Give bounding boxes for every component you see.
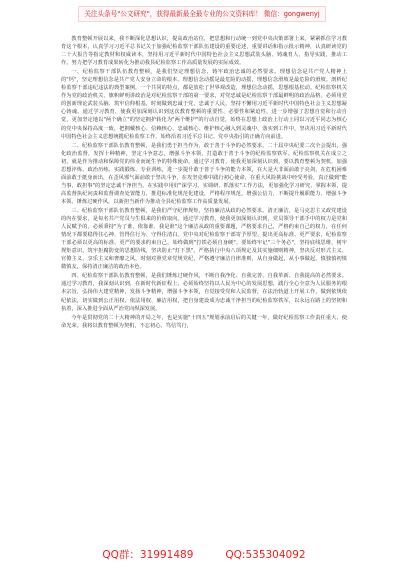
qq-private-text: QQ:535304092: [225, 549, 306, 561]
paragraph-closing: 今年是贯彻党的二十大精神的开局之年，也是实施"十四五"规划承前启后的关键一年，做好纪检监察工作责任重大、使命光荣。我将以教育整顿为契机，不忘初心、笃信笃行，: [61, 314, 347, 329]
document-body: [61, 35, 347, 540]
paragraph-section-1: 一、纪检监察干部队伍教育整顿，是我们坚定理想信念，铸牢政治忠诚的必然要求。理想信念是共产党人精神上的"钙"，坚定理想信念是共产党人安身立命的根本。理想信念动摇是最危险的动摇，理想信念滑坡是最危险的滑坡。剖析纪检监察干部违纪违法的典型案例，一个共同的特点，都是放松了世界观改造，理想信念动摇，思想根基松动。纪检监察机关作为党的政治机关，旗帜鲜明讲政治是对纪检监察干部的第一要求，对党忠诚是纪检监察干部最鲜明的政治品格。必须用党的创新理论武装头脑、筑牢信仰根基，时刻做到忠诚于党、忠诚于人民，坚持不懈用习近平新时代中国特色社会主义思想凝心铸魂。通过学习教育，使我更加深刻认识到这次教育整顿的重要性、必要性和紧迫性，进一步增强了思想自觉和行动自觉，更加坚定地以"两个确立"的坚定拥护转化为"两个维护"的行动自觉，始终在思想上政治上行动上同以习近平同志为核心的党中央保持高度一致，把拥戴核心、信赖核心、忠诚核心、维护核心融入到灵魂中、落实到工作中，坚决用习近平新时代中国特色社会主义思想统揽纪检监察工作，始终沿着习近平总书记、党中央指引的正确方向前进。: [61, 69, 347, 140]
paragraph-intro: 教育整顿开展以来，我不断深化思想认识，提高政治站位，把思想和行动统一到党中央决策部署上来，紧紧抓住学习教育这个根本，认真学习习近平总书记关于加强纪检监察干部队伍建设的重要论述，重要讲话和指示批示精神，认真研读党的二十大报告等指定教材和权威读本，坚持用习近平新时代中国特色社会主义思想武装头脑、铸魂育人、指导实践，推动工作。努力把学习教育成果转化为推动我县纪检监察工作高质量发展的实际成效。: [61, 36, 347, 67]
paragraph-section-4: 四、纪检监察干部队伍教育整顿，是我们锤炼过硬作风，不断自我净化、自我完善、自我革新、自我提高的必然要求。通过学习教育，我深刻认识到，在新时代新征程上，必须始终坚持以人民为中心的发展思想，践行全心全意为人民服务的根本宗旨，弘扬伟大建党精神，发扬斗争精神，增强斗争本领，自觉接受党和人民监督，在法治轨道上开展工作，做到依规依纪依法，切实做到公正用权、依法用权、廉洁用权，把自身建设成为忠诚干净担当的纪检监察铁军，以永远在路上的坚韧和执着，深入推进全面从严治党向纵深发展。: [61, 273, 347, 312]
paragraph-section-2: 二、纪检监察干部队伍教育整顿，是我们勇于担当作为，敢于善于斗争的必然要求。二十届中央纪委二次全会提出，强化政治监督，发挥十种精神，坚定斗争意志，增强斗争本领，打造敢于善于斗争的纪检监察铁军。纪检监察机关在成立之初，就是作为推动和保障党的伟业而诞生争的特殊使命。通过学习教育，使我更加深刻认识到，要以教育整顿为契机，加强思想淬炼、政治历练、实践锻炼、专业训练，进一步提升敢于善于斗争的能力本领，在大是大非面前敢于亮剑，在危机困难面前敢于挺身而出，在歪风邪气面前敢于坚决斗争，在攻坚克难中践行初心使命，在重大风险挑战中经受考验，真正做到"能当事，敢担事"的坚定忠诚干净担当。在实践中用好"深学习、实调研、抓落实"工作方法，更加强化学习研究、掌握本领，提高监督执纪问责和监督调查处置能力，推进标准化规范化建设，严格程序规范，增强公信力，不断提升履职能力、增强斗争本领、锤炼过硬作风，以新担当新作为推动全县纪检监察工作高质量发展。: [61, 142, 347, 205]
footer-contact: [0, 546, 408, 564]
paragraph-section-3: 三、纪检监察干部队伍教育整顿，是我们严守纪律规矩，坚持廉洁从政的必然要求。清正廉洁，是马克思主义政党建设的内在要求，是每名共产党员与生俱来的价值取向。通过学习教育，使我更加深刻认识到，党员领导干部手中的权力是党和人民赋予的，必须秉持"为了谁、依靠谁、我是谁"这个廉洁从政的重要课题，严格要求自己，严格约束自己的权力，在任何情况下都要稳得住心神、管得住行为、守得住清白。党中央对纪检监察干部寄予厚望、提出更高标准、更严要求，纪检监察干部必须以更高的标准、更严的要求约束自己，始终做到"打铁必须自身硬"。要始终牢记"三个务必"，坚持底线思维，树牢规矩意识，筑牢拒腐防变的思想防线，坚决防止"灯下黑"。严格执行中央八项规定及其实施细则精神，坚决反对形式主义、官僚主义、享乐主义和奢靡之风，时刻对照党章党规党纪，严格遵守廉洁自律准则，从自身做起，从小事做起，慎独慎初慎微慎友，保持清正廉洁的政治本色。: [61, 207, 347, 271]
qq-group-text: QQ群：31991489: [102, 549, 194, 561]
header-banner: 关注头条号"公文研究"，获得最新最全最专业的公文资料库！ 微信：gongwenyj: [78, 6, 326, 22]
